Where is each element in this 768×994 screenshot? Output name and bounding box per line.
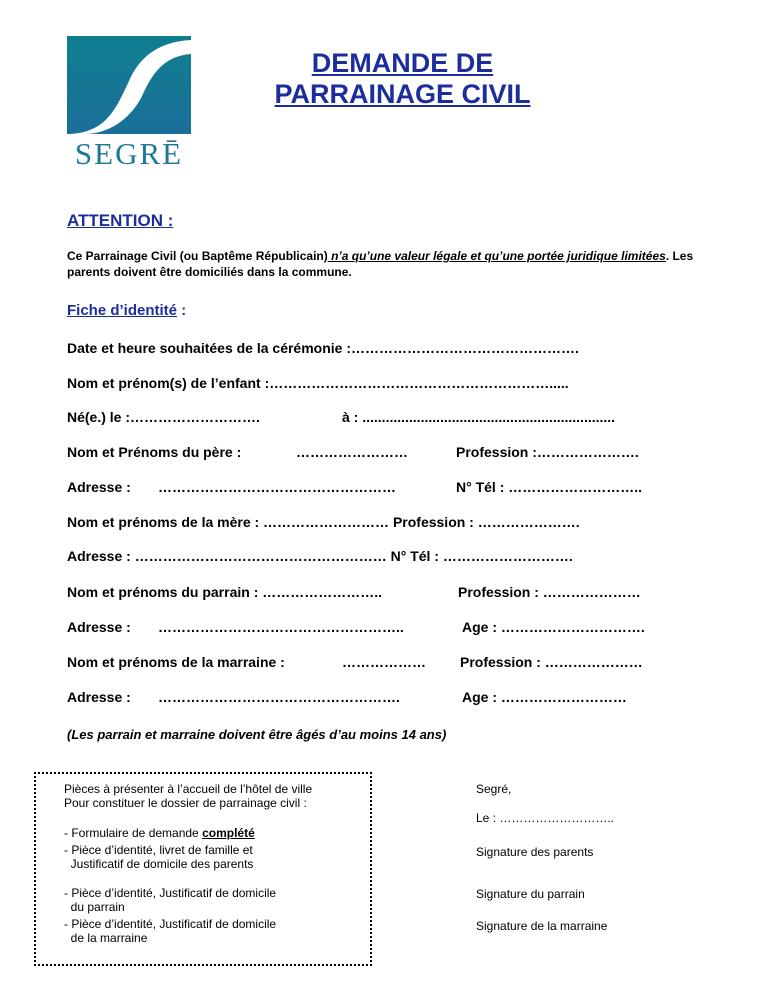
label-adresse-pere: Adresse : [67, 479, 131, 495]
pieces-item-3-line-1: - Pièce d’identité, Justificatif de domicile [64, 886, 277, 900]
field-adresse-parrain[interactable]: …………………………………………….. [158, 619, 404, 635]
identity-heading [67, 302, 186, 319]
notice-text-b: . Les parents doivent être domiciliés dans la commune. [67, 249, 694, 279]
logo-emblem [67, 36, 191, 134]
identity-heading-label: Fiche d’identité [67, 302, 178, 319]
pieces-item-4-line-2: de la marraine [64, 931, 148, 945]
attention-heading: ATTENTION : [67, 211, 174, 230]
segre-logo [67, 36, 191, 171]
pieces-item-3-line-2: du parrain [64, 900, 125, 914]
field-age-marraine[interactable]: Age : ……………………… [462, 689, 627, 705]
age-note: (Les parrain et marraine doivent être âgés d’au moins 14 ans) [67, 727, 447, 742]
signature-parrain[interactable]: Signature du parrain [476, 887, 585, 901]
pieces-intro-2: Pour constituer le dossier de parrainage civil : [64, 796, 307, 810]
signature-city: Segré, [476, 782, 512, 796]
notice-text-emphasis: n’a qu’une valeur légale et qu’une portée juridique limitées [327, 249, 666, 263]
pieces-item-1 [64, 826, 255, 840]
field-nom-mere[interactable]: Nom et prénoms de la mère : ……………………… Profession : …………………. [67, 514, 580, 530]
pieces-item-1-text: - Formulaire de demande [64, 826, 203, 840]
pieces-item-4-line-1: - Pièce d’identité, Justificatif de domicile [64, 917, 277, 931]
field-adresse-pere[interactable]: …………………………………………… [158, 479, 396, 495]
signature-marraine[interactable]: Signature de la marraine [476, 919, 608, 933]
field-tel-pere[interactable]: N° Tél : ……………………….. [456, 479, 643, 495]
logo-text: SEGRĒ [74, 136, 184, 171]
field-lieu-naissance[interactable]: à : ................................................................. [342, 409, 616, 425]
attention-notice [67, 248, 697, 280]
field-nom-enfant[interactable]: Nom et prénom(s) de l’enfant :……………………………………………………..... [67, 375, 569, 391]
label-adresse-marraine: Adresse : [67, 689, 131, 705]
pieces-intro-1: Pièces à présenter à l’accueil de l’hôtel de ville [64, 782, 313, 796]
pieces-item-2-line-2: Justificatif de domicile des parents [64, 857, 254, 871]
label-nom-pere: Nom et Prénoms du père : [67, 444, 242, 460]
signature-parents[interactable]: Signature des parents [476, 845, 594, 859]
signature-date-field[interactable]: Le : ……………………….. [476, 811, 615, 825]
field-nom-pere[interactable]: …………………… [296, 444, 408, 460]
pieces-item-2-line-1: - Pièce d’identité, livret de famille et [64, 843, 253, 857]
label-adresse-parrain: Adresse : [67, 619, 131, 635]
identity-heading-suffix: : [177, 302, 187, 319]
field-adresse-mere[interactable]: Adresse : ……………………………………………… N° Tél : ………………………. [67, 548, 573, 564]
field-adresse-marraine[interactable]: ……………………………………………. [158, 689, 400, 705]
field-age-parrain[interactable]: Age : …………………………. [462, 619, 645, 635]
title-line-1: DEMANDE DE [311, 48, 494, 78]
field-nom-marraine[interactable]: ……………… [342, 654, 426, 670]
field-profession-pere[interactable]: Profession :…………………. [456, 444, 639, 460]
field-nom-parrain[interactable]: Nom et prénoms du parrain : …………………….. [67, 584, 383, 600]
field-ne-le[interactable]: Né(e.) le :………………………. [67, 409, 260, 425]
field-profession-parrain[interactable]: Profession : ………………… [458, 584, 641, 600]
notice-text-a: Ce Parrainage Civil (ou Baptême Républicain) [67, 249, 328, 263]
title-line-2: PARRAINAGE CIVIL [274, 79, 531, 109]
page-title [230, 48, 575, 110]
field-profession-marraine[interactable]: Profession : ………………… [460, 654, 643, 670]
label-nom-marraine: Nom et prénoms de la marraine : [67, 654, 285, 670]
field-date-heure[interactable]: Date et heure souhaitées de la cérémonie :…………………………………………. [67, 340, 579, 356]
pieces-item-1-emphasis: complété [202, 826, 255, 840]
